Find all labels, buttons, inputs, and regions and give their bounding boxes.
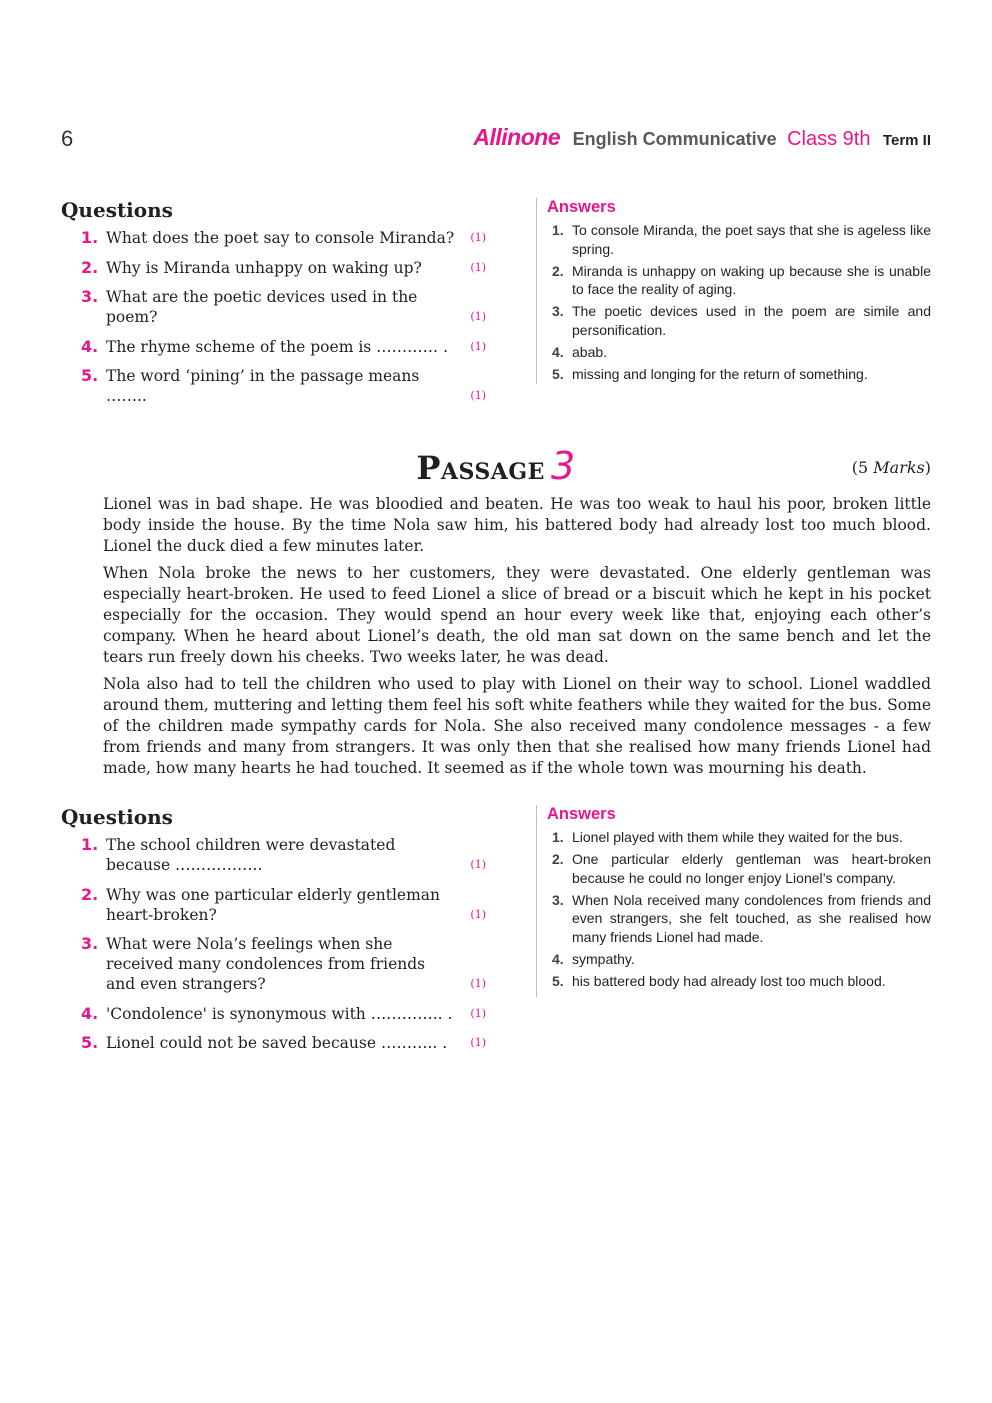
passage-paragraph: When Nola broke the news to her customers, they were devastated. One elderly gentleman was especially heart-broken. He used to feed Lionel a slice of bread or a biscuit which he kept in his pocket especially for the occasion. They would spend an hour every week like that, enjoying each other’s company. When he heard about Lionel’s death, the old man sat down on the same bench and let the tears run freely down his cheeks. Two weeks later, he was dead. [103,564,931,666]
passage-body [103,494,931,785]
subject-name: English Communicative [572,129,777,149]
answer-number: 5. [552,972,564,989]
answer-number: 3. [552,303,564,319]
answer-number: 2. [552,262,564,279]
answers-heading: Answers [547,805,616,823]
questions-heading: Questions [61,198,173,222]
question-item [61,1033,486,1053]
question-item [61,885,486,925]
brand-logo: Allinone [473,124,561,150]
answer-item [547,262,931,299]
question-number: 5. [81,1033,99,1052]
question-mark: (1) [470,858,486,871]
question-item [61,835,486,875]
answer-text: Lionel played with them while they waited for the bus. [572,829,903,845]
answer-number: 4. [552,950,564,967]
question-text: 'Condolence' is synonymous with ………….. . [106,1004,453,1023]
question-mark: (1) [470,1036,486,1049]
answer-text: One particular elderly gentleman was heart-broken because he could no longer enjoy Lionel’s company. [572,851,931,886]
answers-column [536,805,931,997]
question-number: 4. [81,336,99,356]
answer-text: Miranda is unhappy on waking up because she is unable to face the reality of aging. [572,262,931,297]
answers-list [547,221,931,383]
question-text: What were Nola’s feelings when she received many condolences from friends and even strangers? [106,935,426,993]
answer-number: 1. [552,829,564,845]
question-number: 3. [81,287,99,306]
answer-item [547,972,931,991]
questions-column [61,805,486,1063]
question-number: 5. [81,366,99,385]
answer-item [547,950,931,969]
question-mark: (1) [470,310,486,323]
passage-title [61,444,931,488]
question-mark: (1) [470,977,486,990]
answer-number: 5. [552,365,564,382]
passage-heading [61,444,931,488]
answer-text: his battered body had already lost too much blood. [572,972,886,989]
question-number: 3. [81,934,99,953]
answer-text: The poetic devices used in the poem are simile and personification. [572,303,931,338]
question-mark: (1) [470,389,486,402]
page-header [61,124,931,158]
passage-marks [852,458,931,477]
answers-heading: Answers [547,198,616,216]
question-text: Why was one particular elderly gentleman heart-broken? [106,885,440,924]
answer-number: 3. [552,891,564,908]
questions-list [61,228,486,406]
question-number: 2. [81,884,99,904]
passage-number: 3 [550,444,576,488]
page-number: 6 [61,126,74,151]
question-number: 4. [81,1003,99,1023]
answers-list [547,828,931,990]
question-number: 1. [81,228,99,247]
answer-text: To console Miranda, the poet says that she is ageless like spring. [572,222,931,257]
answer-item [547,828,931,847]
question-mark: (1) [470,231,486,244]
passage-title-text: Passage [416,449,545,487]
questions-list [61,835,486,1053]
question-item [61,228,486,248]
question-text: What does the poet say to console Miranda? [106,229,455,247]
question-number: 2. [81,257,99,277]
question-mark: (1) [470,339,486,353]
answer-item [547,891,931,947]
answer-text: sympathy. [572,950,635,967]
question-text: The word ‘pining’ in the passage means …….. [106,367,420,405]
marks-word: Marks [873,458,925,477]
answer-text: When Nola received many condolences from friends and even strangers, she felt touched, as she realised how many friends Lionel had made. [572,891,931,945]
answer-item [547,365,931,384]
marks-number: (5 [851,458,869,477]
questions-column [61,198,486,416]
answer-text: missing and longing for the return of something. [572,365,868,382]
answer-number: 1. [552,222,564,238]
class-label: Class 9th [787,128,871,150]
question-item [61,258,486,278]
question-text: What are the poetic devices used in the poem? [106,288,418,326]
question-mark: (1) [470,907,486,921]
answer-item [547,343,931,362]
answer-item [547,221,931,258]
question-text: The rhyme scheme of the poem is ………… . [106,337,449,356]
answer-item [547,302,931,339]
answer-number: 2. [552,851,564,867]
questions-heading: Questions [61,805,173,829]
term-label: Term II [882,132,931,149]
passage-paragraph: Nola also had to tell the children who used to play with Lionel on their way to school. Lionel waddled around them, muttering and letting them feel his soft white feathers while they waited for the bus. Some of the children made sympathy cards for Nola. She also received many condolence messages - a few from friends and many from strangers. It was only then that she realised how many friends Lionel had made, how many hearts he had touched. It seemed as if the whole town was mourning his death. [103,675,931,777]
question-item [61,337,486,357]
question-item [61,287,486,327]
question-text: The school children were devastated because …………….. [106,836,396,874]
question-text: Lionel could not be saved because ……….. . [106,1034,448,1052]
answer-item [547,850,931,887]
question-mark: (1) [470,260,486,274]
answer-text: abab. [572,343,608,360]
question-text: Why is Miranda unhappy on waking up? [106,258,422,277]
answers-column [536,198,931,384]
question-item [61,1004,486,1024]
question-item [61,366,486,406]
passage-paragraph: Lionel was in bad shape. He was bloodied and beaten. He was too weak to haul his poor, broken little body inside the house. By the time Nola saw him, his battered body had already lost too much blood. Lionel the duck died a few minutes later. [103,495,931,555]
question-item [61,934,486,994]
question-mark: (1) [470,1006,486,1020]
question-number: 1. [81,835,99,854]
marks-close: ) [924,458,931,477]
answer-number: 4. [552,343,564,360]
book-brand [473,124,931,151]
